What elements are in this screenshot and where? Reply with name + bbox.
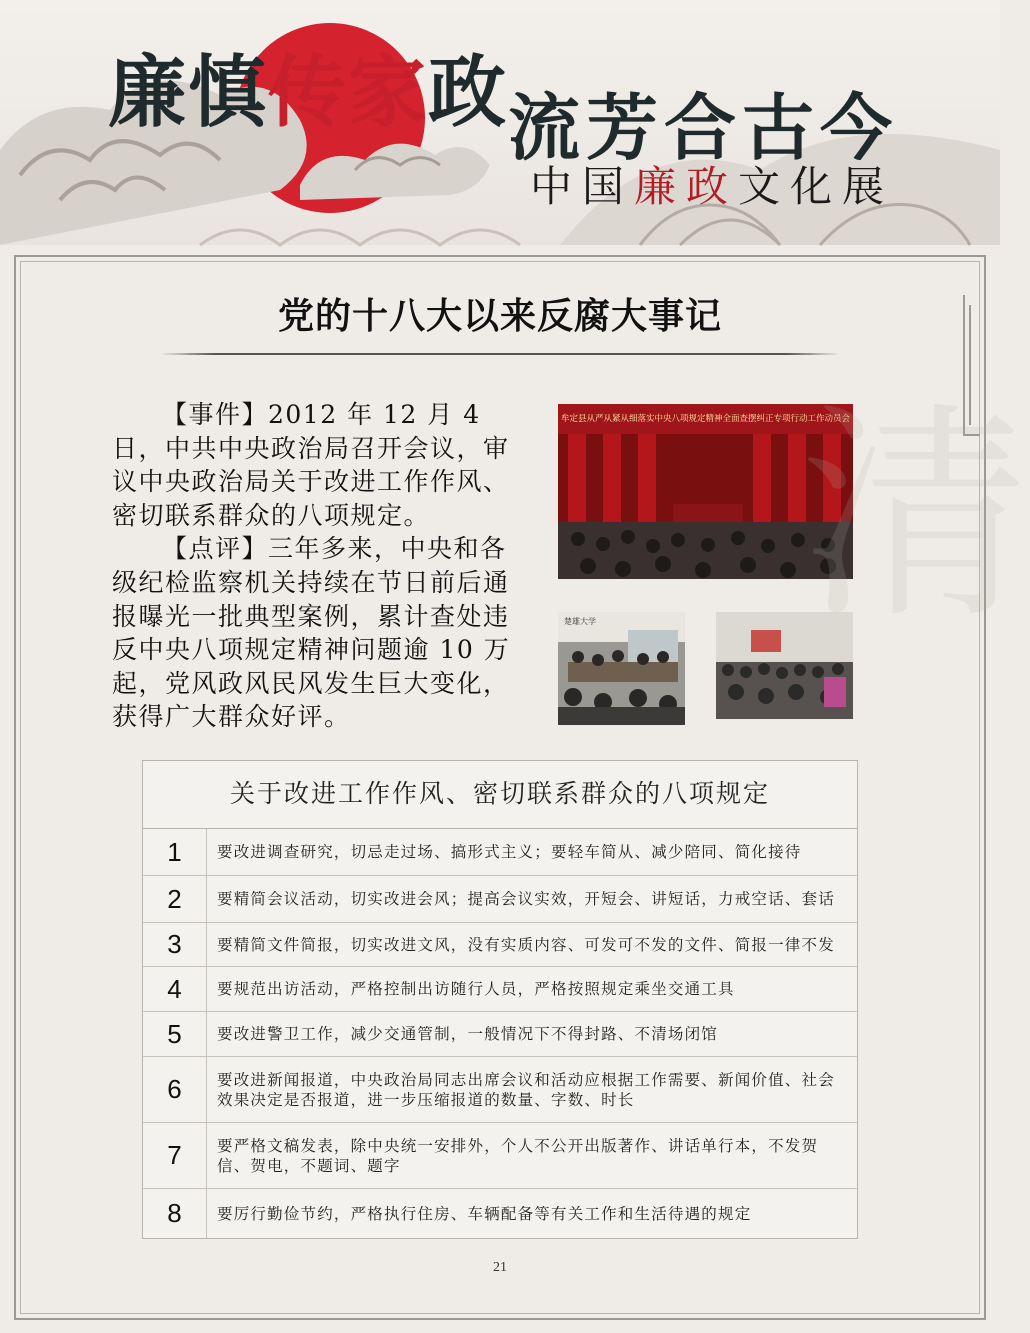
heading-divider xyxy=(160,353,840,355)
page-title: 党的十八大以来反腐大事记 xyxy=(277,296,722,337)
table-row xyxy=(143,967,857,1012)
row-number: 4 xyxy=(143,967,207,1011)
row-text: 要规范出访活动，严格控制出访随行人员，严格按照规定乘坐交通工具 xyxy=(217,980,735,998)
watermark-decoration: 清 xyxy=(800,383,1030,650)
exhibit-char: 文 xyxy=(737,162,780,211)
row-text: 要厉行勤俭节约，严格执行住房、车辆配备等有关工作和生活待遇的规定 xyxy=(217,1204,752,1223)
row-number: 3 xyxy=(143,923,207,966)
table-row xyxy=(143,923,857,967)
meeting-photo-main xyxy=(558,404,853,579)
exhibit-char: 廉 xyxy=(633,162,676,211)
meeting-photo-left xyxy=(558,612,685,725)
row-text: 要改进警卫工作，减少交通管制，一般情况下不得封路、不清场闭馆 xyxy=(217,1025,719,1043)
header-banner xyxy=(0,0,1000,245)
frame-ornament-icon xyxy=(962,295,982,455)
exhibit-char: 中 xyxy=(529,162,572,211)
event-paragraph: 【事件】2012 年 12 月 4 日，中共中央政治局召开会议，审议中央政治局关于改进工作作风、密切联系群众的八项规定。 xyxy=(112,400,510,530)
banner-title-part1: 廉慎 xyxy=(108,48,269,138)
page-number: 21 xyxy=(493,1260,507,1275)
table-row xyxy=(143,876,857,923)
exhibit-char: 化 xyxy=(789,162,832,211)
row-text: 要改进新闻报道，中央政治局同志出席会议和活动应根据工作需要、新闻价值、社会效果决定是否报道，进一步压缩报道的数量、字数、时长 xyxy=(217,1070,835,1109)
table-row xyxy=(143,1057,857,1123)
table-row xyxy=(143,829,857,876)
event-description xyxy=(112,398,512,734)
heading-block xyxy=(160,288,840,355)
table-row xyxy=(143,1012,857,1057)
banner-title xyxy=(108,30,508,142)
row-text: 要精简会议活动，切实改进会风；提高会议实效，开短会、讲短话，力戒空话、套话 xyxy=(217,890,835,908)
row-number: 2 xyxy=(143,876,207,922)
exhibit-char: 展 xyxy=(841,162,884,211)
exhibit-name xyxy=(525,160,889,214)
row-text: 要严格文稿发表，除中央统一安排外，个人不公开出版著作、讲话单行本，不发贺信、贺电，不题词、题字 xyxy=(217,1136,819,1175)
row-number: 5 xyxy=(143,1012,207,1056)
banner-subtitle: 流芳合古今 xyxy=(508,86,899,170)
eight-rules-table xyxy=(142,760,858,1239)
photo-left-banner-text: 楚雄大学 xyxy=(564,617,596,626)
row-text: 要改进调查研究，切忌走过场、搞形式主义；要轻车简从、减少陪同、简化接待 xyxy=(217,843,802,861)
row-number: 6 xyxy=(143,1057,207,1122)
row-number: 8 xyxy=(143,1189,207,1238)
row-text: 要精简文件简报，切实改进文风，没有实质内容、可发可不发的文件、简报一律不发 xyxy=(217,935,835,954)
photo-banner-text: 牟定县从严从紧从细落实中央八项规定精神全面查摆纠正专项行动工作动员会 xyxy=(560,414,850,424)
meeting-photo-right xyxy=(716,612,853,719)
row-number: 1 xyxy=(143,829,207,875)
banner-title-part3: 政 xyxy=(428,48,509,138)
banner-title-part2: 传家 xyxy=(268,48,429,138)
table-title: 关于改进工作作风、密切联系群众的八项规定 xyxy=(143,761,857,829)
comment-paragraph: 【点评】三年多来，中央和各级纪检监察机关持续在节日前后通报曝光一批典型案例，累计查处违反中央八项规定精神问题逾 10 万起，党风政风民风发生巨大变化，获得广大群众好评。 xyxy=(112,534,511,732)
exhibit-char: 国 xyxy=(581,162,624,211)
table-row xyxy=(143,1123,857,1189)
table-row xyxy=(143,1189,857,1238)
row-number: 7 xyxy=(143,1123,207,1188)
exhibit-char: 政 xyxy=(685,162,728,211)
